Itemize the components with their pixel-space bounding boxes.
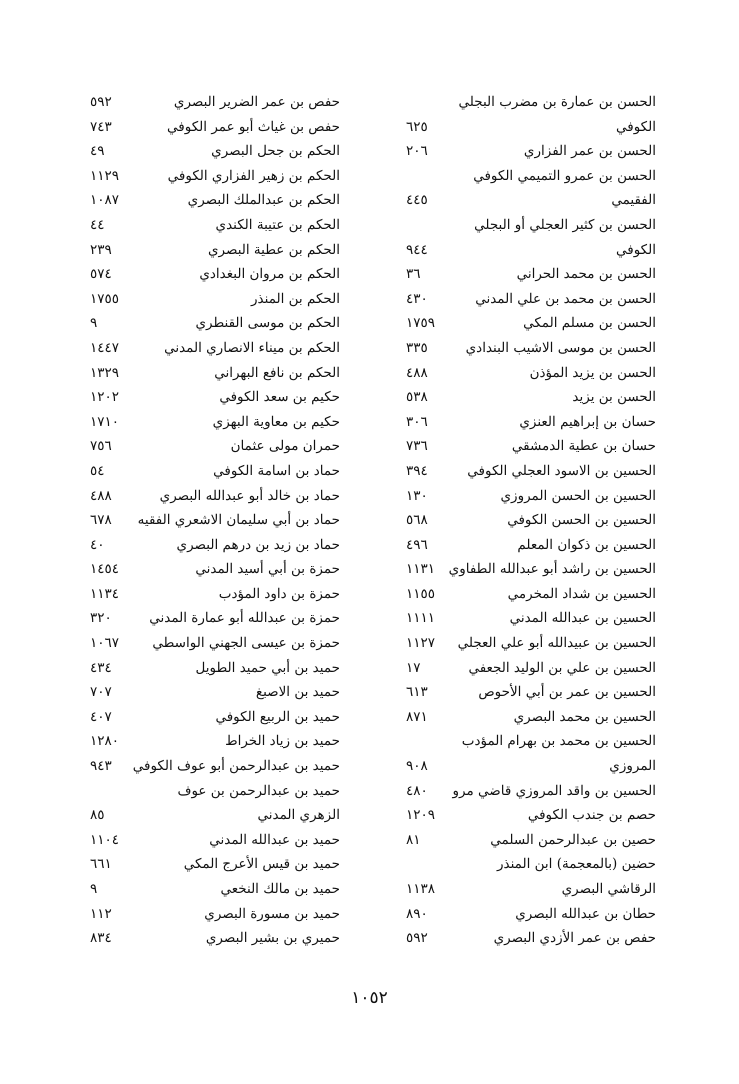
- entry-name: حضين (بالمعجمة) ابن المنذر: [496, 856, 656, 873]
- entry-name: حميد بن الربيع الكوفي: [215, 708, 340, 725]
- entry-page-ref: ٤٠: [90, 536, 105, 553]
- index-entry: [406, 262, 656, 287]
- index-entry: [406, 779, 656, 804]
- entry-page-ref: ٧٠٧: [90, 684, 112, 701]
- index-entry: [90, 484, 340, 509]
- entry-page-ref: ٤٠٧: [90, 708, 112, 725]
- entry-name: الحكم بن ميناء الانصاري المدني: [164, 339, 340, 356]
- entry-name: الحسن بن عمرو التميمي الكوفي: [473, 167, 656, 184]
- index-entry: [90, 336, 340, 361]
- index-entry: [406, 606, 656, 631]
- entry-name: الكوفي: [616, 241, 656, 258]
- index-entry: [90, 188, 340, 213]
- entry-page-ref: ١١٣٤: [90, 585, 120, 602]
- entry-name: حطان بن عبدالله البصري: [515, 905, 656, 922]
- entry-name: الحسين بن الحسن المروزي: [500, 487, 656, 504]
- entry-page-ref: ٥٤: [90, 462, 105, 479]
- entry-name: الرقاشي البصري: [561, 881, 656, 897]
- left-column: [90, 90, 340, 951]
- entry-name: الحكم بن زهير الفزاري الكوفي: [167, 167, 340, 184]
- entry-name: الحسين بن شداد المخرمي: [507, 585, 656, 602]
- index-entry: [90, 852, 340, 877]
- entry-page-ref: ١١١١: [406, 610, 436, 627]
- index-entry: [90, 631, 340, 656]
- index-entry: [90, 705, 340, 730]
- index-entry: [406, 705, 656, 730]
- entry-name: حميد بن أبي حميد الطويل: [195, 659, 340, 676]
- index-entry: [90, 656, 340, 681]
- entry-name: الحسن بن موسى الاشيب البندادي: [465, 339, 656, 356]
- index-entry: [90, 533, 340, 558]
- entry-page-ref: ٩: [90, 881, 98, 897]
- entry-page-ref: ٤٨٠: [406, 782, 428, 799]
- entry-name: الحسين بن محمد بن بهرام المؤدب: [461, 733, 656, 750]
- entry-page-ref: ٧٣٦: [406, 438, 428, 455]
- entry-name: حصين بن عبدالرحمن السلمي: [490, 831, 656, 848]
- index-entry: [90, 902, 340, 927]
- entry-page-ref: ٧٤٣: [90, 118, 112, 135]
- entry-page-ref: ١٢٠٩: [406, 807, 436, 824]
- entry-page-ref: ٣٢٠: [90, 610, 112, 627]
- index-entry: [406, 459, 656, 484]
- entry-page-ref: ٥٧٤: [90, 266, 112, 283]
- entry-page-ref: ٩٤٤: [406, 241, 428, 258]
- entry-page-ref: ١٣٠: [406, 487, 428, 504]
- index-entry: [406, 926, 656, 951]
- entry-page-ref: ٣٠٦: [406, 413, 428, 430]
- index-entry: [406, 164, 656, 189]
- entry-page-ref: ١٤٤٧: [90, 339, 120, 356]
- entry-page-ref: ٤٨٨: [406, 364, 428, 381]
- entry-page-ref: ١١٢: [90, 905, 112, 922]
- entry-page-ref: ١٤٥٤: [90, 561, 120, 578]
- entry-page-ref: ٨٩٠: [406, 905, 428, 922]
- index-entry: [406, 238, 656, 263]
- entry-name: حكيم بن معاوية البهزي: [212, 413, 340, 430]
- index-entry: [406, 729, 656, 754]
- index-entry: [406, 434, 656, 459]
- index-entry: [406, 680, 656, 705]
- index-entry: [90, 90, 340, 115]
- entry-page-ref: ٩٠٨: [406, 758, 428, 775]
- entry-name: حفص بن عمر الضرير البصري: [173, 94, 340, 110]
- entry-name: حميد بن عبدالرحمن بن عوف: [177, 782, 340, 799]
- entry-name: حكيم بن سعد الكوفي: [219, 389, 340, 406]
- entry-name: الحكم بن موسى القنطري: [195, 315, 340, 332]
- entry-name: الحكم بن عطية البصري: [207, 241, 340, 258]
- entry-page-ref: ٦٢٥: [406, 118, 428, 135]
- index-entry: [90, 410, 340, 435]
- entry-name: حميد بن الاصبغ: [255, 684, 340, 701]
- entry-page-ref: ٤٣٠: [406, 290, 428, 307]
- entry-page-ref: ٢٠٦: [406, 143, 428, 160]
- entry-page-ref: ٤٤: [90, 216, 105, 233]
- index-entry: [90, 164, 340, 189]
- index-entry: [90, 385, 340, 410]
- index-entry: [406, 213, 656, 238]
- entry-name: الحسن بن يزيد: [572, 389, 656, 406]
- entry-page-ref: ٦٦١: [90, 856, 112, 873]
- entry-page-ref: ٥٩٢: [90, 94, 112, 110]
- entry-name: الحسين بن علي بن الوليد الجعفي: [468, 659, 656, 676]
- entry-name: حميد بن عبدالرحمن أبو عوف الكوفي: [132, 758, 340, 775]
- entry-name: حميد بن مالك النخعي: [220, 881, 340, 897]
- index-entry: [406, 90, 656, 115]
- index-entry: [90, 828, 340, 853]
- index-entry: [90, 459, 340, 484]
- index-entry: [90, 115, 340, 140]
- index-entry: [406, 828, 656, 853]
- index-entry: [90, 582, 340, 607]
- index-entry: [90, 238, 340, 263]
- index-entry: [406, 557, 656, 582]
- index-entry: [90, 139, 340, 164]
- entry-page-ref: ١١٣١: [406, 561, 436, 578]
- entry-page-ref: ١٧٥٥: [90, 290, 120, 307]
- entry-name: حفص بن عمر الأزدي البصري: [493, 930, 656, 947]
- index-entry: [90, 311, 340, 336]
- entry-page-ref: ١١٥٥: [406, 585, 436, 602]
- entry-page-ref: ٣٣٥: [406, 339, 428, 356]
- entry-name: حسان بن إبراهيم العنزي: [519, 413, 656, 430]
- entry-name: الحكم بن عتيبة الكندي: [215, 216, 340, 233]
- entry-page-ref: ٨٣٤: [90, 930, 112, 947]
- index-entry: [90, 877, 340, 902]
- index-entry: [406, 533, 656, 558]
- entry-page-ref: ٩٤٣: [90, 758, 112, 775]
- index-entry: [406, 582, 656, 607]
- entry-page-ref: ٤٩٦: [406, 536, 428, 553]
- entry-page-ref: ٤٩: [90, 143, 105, 160]
- entry-page-ref: ٣٦: [406, 266, 421, 283]
- entry-name: المروزي: [609, 758, 656, 775]
- entry-name: الحسين بن واقد المروزي قاضي مرو: [452, 782, 656, 799]
- index-entry: [90, 213, 340, 238]
- index-entry: [90, 729, 340, 754]
- index-entry: [406, 803, 656, 828]
- entry-name: حميد بن قيس الأعرج المكي: [183, 856, 340, 873]
- entry-name: الحسين بن راشد أبو عبدالله الطفاوي: [448, 561, 656, 578]
- entry-name: حمزة بن داود المؤدب: [218, 585, 340, 602]
- entry-page-ref: ٩: [90, 315, 98, 332]
- entry-page-ref: ٧٥٦: [90, 438, 112, 455]
- index-entry: [406, 139, 656, 164]
- entry-name: حمزة بن عبدالله أبو عمارة المدني: [149, 610, 340, 627]
- entry-name: الحسين بن عمر بن أبي الأحوص: [478, 684, 656, 701]
- entry-page-ref: ١٢٨٠: [90, 733, 120, 750]
- index-entry: [406, 852, 656, 877]
- entry-page-ref: ٨٥: [90, 807, 105, 824]
- entry-name: الحكم بن مروان البغدادي: [199, 266, 340, 283]
- entry-name: الحسين بن عبدالله المدني: [509, 610, 656, 627]
- entry-page-ref: ٢٣٩: [90, 241, 112, 258]
- entry-name: الحسن بن كثير العجلي أو البجلي: [474, 216, 656, 233]
- entry-name: الحكم بن جحل البصري: [211, 143, 340, 160]
- entry-name: الحسن بن محمد الحراني: [516, 266, 656, 283]
- index-entry: [406, 656, 656, 681]
- entry-page-ref: ٥٦٨: [406, 512, 428, 529]
- index-entry: [90, 779, 340, 804]
- entry-name: الحكم بن نافع البهراني: [214, 364, 340, 381]
- entry-name: الزهري المدني: [257, 807, 340, 824]
- entry-name: الحسن بن عمارة بن مضرب البجلي: [458, 94, 656, 110]
- entry-name: الحسن بن مسلم المكي: [523, 315, 656, 332]
- entry-name: حماد بن اسامة الكوفي: [213, 462, 340, 479]
- entry-name: حمزة بن أبي أسيد المدني: [195, 561, 340, 578]
- index-entry: [90, 434, 340, 459]
- index-entry: [90, 680, 340, 705]
- index-entry: [90, 508, 340, 533]
- entry-name: الحكم بن عبدالملك البصري: [187, 192, 340, 209]
- entry-name: حمران مولى عثمان: [230, 438, 340, 455]
- entry-name: حفص بن غياث أبو عمر الكوفي: [167, 118, 340, 135]
- index-entry: [406, 631, 656, 656]
- entry-name: الحسن بن يزيد المؤذن: [529, 364, 656, 381]
- entry-name: حماد بن خالد أبو عبدالله البصري: [159, 487, 340, 504]
- entry-page-ref: ١٧١٠: [90, 413, 120, 430]
- index-entry: [406, 188, 656, 213]
- entry-name: الحسين بن عبيدالله أبو علي العجلي: [457, 635, 656, 652]
- entry-name: حماد بن أبي سليمان الاشعري الفقيه: [137, 512, 340, 529]
- entry-page-ref: ١١٣٨: [406, 881, 436, 897]
- entry-page-ref: ١٧: [406, 659, 421, 676]
- entry-name: الحكم بن المنذر: [251, 290, 340, 307]
- index-entry: [406, 877, 656, 902]
- entry-name: الحسين بن محمد البصري: [513, 708, 656, 725]
- page-number: ١٠٥٢: [351, 988, 388, 1008]
- entry-name: حميري بن بشير البصري: [205, 930, 340, 947]
- entry-name: حميد بن عبدالله المدني: [209, 831, 340, 848]
- entry-page-ref: ١٧٥٩: [406, 315, 436, 332]
- index-entry: [406, 336, 656, 361]
- entry-name: الحسن بن عمر الفزاري: [523, 143, 656, 160]
- entry-page-ref: ٦١٣: [406, 684, 428, 701]
- entry-name: حميد بن زياد الخراط: [225, 733, 340, 750]
- entry-page-ref: ٨٧١: [406, 708, 428, 725]
- entry-page-ref: ٣٩٤: [406, 462, 428, 479]
- entry-name: حماد بن زيد بن درهم البصري: [176, 536, 340, 553]
- entry-page-ref: ٤٨٨: [90, 487, 112, 504]
- entry-page-ref: ٨١: [406, 831, 421, 848]
- entry-name: الكوفي: [616, 118, 656, 135]
- entry-name: الحسين بن الحسن الكوفي: [507, 512, 656, 529]
- index-entry: [90, 606, 340, 631]
- entry-name: الحسين بن الاسود العجلي الكوفي: [467, 462, 656, 479]
- index-entry: [90, 803, 340, 828]
- index-entry: [406, 902, 656, 927]
- entry-page-ref: ١٣٢٩: [90, 364, 120, 381]
- index-entry: [406, 754, 656, 779]
- entry-name: الحسين بن ذكوان المعلم: [517, 536, 656, 553]
- index-entry: [406, 287, 656, 312]
- index-entry: [406, 508, 656, 533]
- index-entry: [90, 287, 340, 312]
- index-entry: [406, 385, 656, 410]
- entry-page-ref: ١٠٦٧: [90, 635, 120, 652]
- entry-page-ref: ٥٩٢: [406, 930, 428, 947]
- index-entry: [406, 410, 656, 435]
- entry-name: الحسن بن محمد بن علي المدني: [475, 290, 656, 307]
- entry-page-ref: ١١٠٤: [90, 831, 120, 848]
- entry-page-ref: ٦٧٨: [90, 512, 112, 529]
- index-entry: [406, 484, 656, 509]
- index-entry: [90, 262, 340, 287]
- entry-page-ref: ٥٣٨: [406, 389, 428, 406]
- index-entry: [90, 926, 340, 951]
- entry-page-ref: ٤٣٤: [90, 659, 112, 676]
- index-entry: [90, 754, 340, 779]
- entry-name: حميد بن مسورة البصري: [204, 905, 340, 922]
- right-column: [406, 90, 656, 951]
- index-entry: [406, 115, 656, 140]
- entry-name: حمزة بن عيسى الجهني الواسطي: [152, 635, 340, 652]
- entry-name: الفقيمي: [611, 192, 656, 209]
- entry-name: حسان بن عطية الدمشقي: [511, 438, 656, 455]
- index-entry: [90, 361, 340, 386]
- entry-page-ref: ١١٢٩: [90, 167, 120, 184]
- entry-page-ref: ١٢٠٢: [90, 389, 120, 406]
- entry-name: حصم بن جندب الكوفي: [527, 807, 656, 824]
- index-entry: [406, 311, 656, 336]
- entry-page-ref: ١٠٨٧: [90, 192, 120, 209]
- index-entry: [90, 557, 340, 582]
- entry-page-ref: ٤٤٥: [406, 192, 428, 209]
- index-entry: [406, 361, 656, 386]
- entry-page-ref: ١١٢٧: [406, 635, 436, 652]
